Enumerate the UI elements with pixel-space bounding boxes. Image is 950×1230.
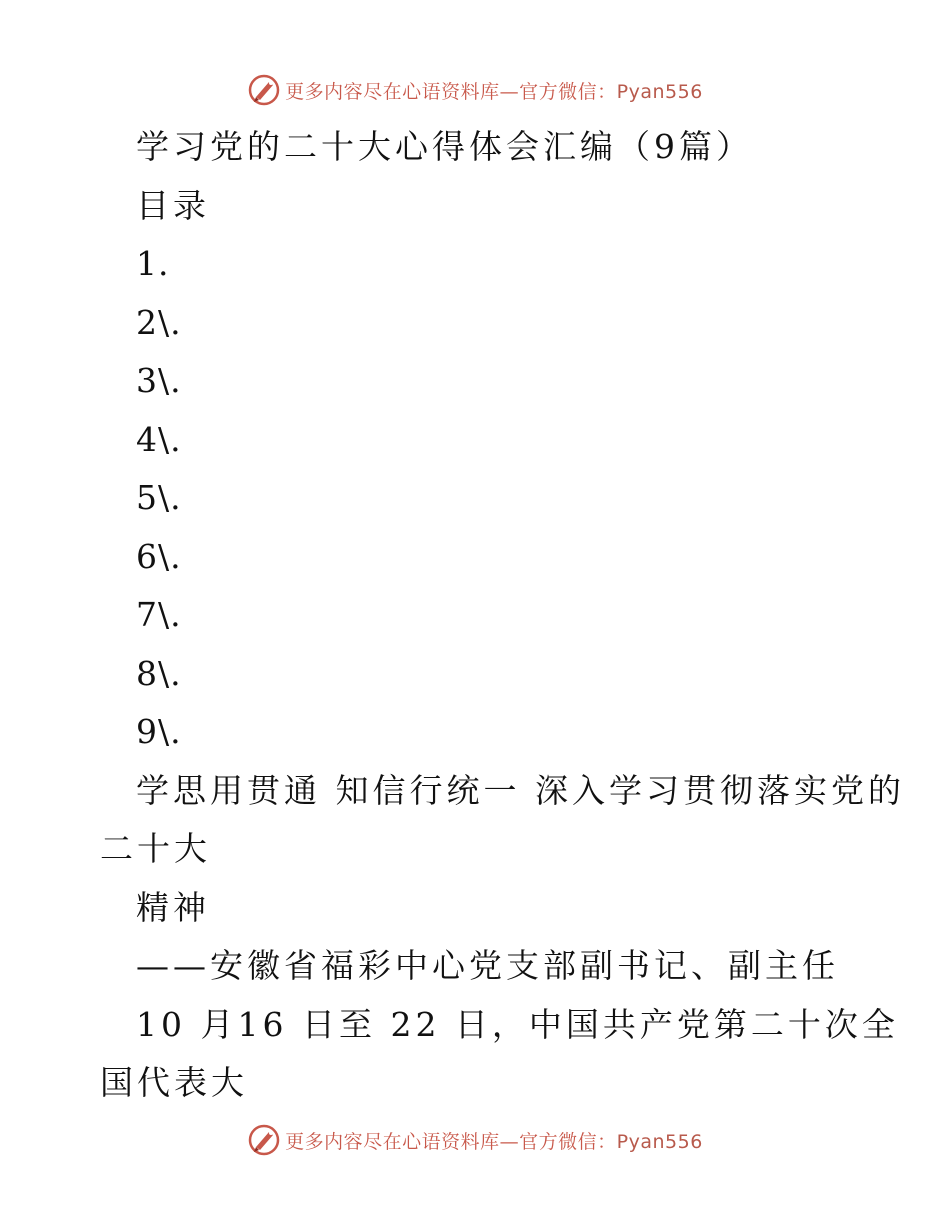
pen-logo-icon xyxy=(247,73,281,107)
toc-item: 3\. xyxy=(136,361,182,400)
body-paragraph-line1: 10 月16 日至 22 日，中国共产党第二十次全 xyxy=(136,1004,899,1044)
banner-text xyxy=(285,1127,703,1154)
toc-item: 6\. xyxy=(136,536,182,576)
article-title-line3: 精神 xyxy=(136,887,210,927)
toc-item: 2\. xyxy=(136,302,182,342)
banner-main-text: 更多内容尽在心语资料库—官方微信： xyxy=(285,1130,617,1153)
article-title-line1: 学思用贯通 知信行统一 深入学习贯彻落实党的 xyxy=(136,770,905,810)
article-title-line2: 二十大 xyxy=(100,829,211,868)
body-paragraph-line2: 国代表大 xyxy=(100,1063,248,1102)
header-banner xyxy=(0,70,950,110)
pen-logo-icon xyxy=(247,1123,281,1157)
toc-item: 1. xyxy=(136,244,170,283)
toc-item: 5\. xyxy=(136,478,182,517)
toc-heading: 目录 xyxy=(136,185,210,225)
toc-item: 7\. xyxy=(136,595,182,634)
toc-item: 8\. xyxy=(136,653,182,693)
toc-item: 4\. xyxy=(136,419,182,459)
toc-item: 9\. xyxy=(136,712,182,751)
document-title: 学习党的二十大心得体会汇编（9篇） xyxy=(136,127,753,166)
author-line: ——安徽省福彩中心党支部副书记、副主任 xyxy=(136,946,839,985)
banner-wechat-id: Pyan556 xyxy=(616,1130,703,1153)
document-body xyxy=(100,118,905,1113)
banner-text xyxy=(285,77,703,104)
banner-main-text: 更多内容尽在心语资料库—官方微信： xyxy=(285,80,617,103)
footer-banner xyxy=(0,1120,950,1160)
banner-wechat-id: Pyan556 xyxy=(616,80,703,103)
